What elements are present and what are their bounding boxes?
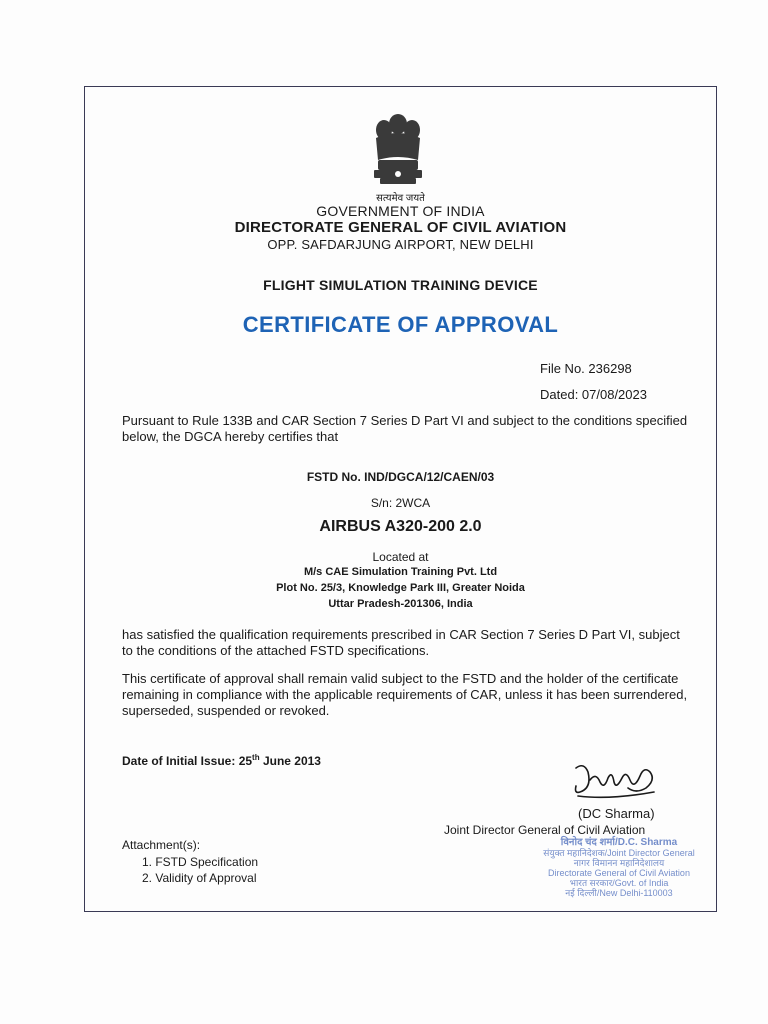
paragraph-pursuant: Pursuant to Rule 133B and CAR Section 7 Series D Part VI and subject to the conditions specified below, the DGCA hereby certifies that — [122, 413, 688, 444]
attachment-item: 2. Validity of Approval — [142, 871, 257, 885]
government-heading: GOVERNMENT OF INDIA — [316, 203, 485, 219]
fstd-number: FSTD No. IND/DGCA/12/CAEN/03 — [306, 470, 495, 484]
stamp-line: भारत सरकार/Govt. of India — [569, 878, 669, 888]
stamp-line: नागर विमानन महानिदेशालय — [573, 858, 665, 868]
national-motto: सत्यमेव जयते — [376, 193, 425, 204]
certificate-title: CERTIFICATE OF APPROVAL — [242, 312, 559, 337]
organization-name: M/s CAE Simulation Training Pvt. Ltd — [303, 566, 498, 578]
national-emblem-icon — [366, 108, 430, 192]
file-number: File No. 236298 — [540, 361, 632, 376]
stamp-line: Directorate General of Civil Aviation — [548, 868, 690, 878]
device-title: FLIGHT SIMULATION TRAINING DEVICE — [263, 277, 538, 293]
paragraph-validity: This certificate of approval shall remain valid subject to the FSTD and the holder of the certificate remaining in compliance with the applicable requirements of CAR, unless it has been surrendered, superseded, suspended or revoked. — [122, 671, 688, 718]
signature-icon — [570, 758, 660, 800]
official-stamp — [530, 838, 708, 898]
organization-address: Plot No. 25/3, Knowledge Park III, Greater Noida — [276, 582, 525, 594]
serial-number: S/n: 2WCA — [370, 496, 431, 510]
initial-issue-suffix: th — [252, 753, 260, 762]
attachments-heading: Attachment(s): — [122, 838, 201, 852]
attachment-item: 1. FSTD Specification — [142, 855, 259, 869]
stamp-line: विनोद चंद शर्मा/D.C. Sharma — [560, 837, 678, 848]
located-label: Located at — [372, 550, 429, 564]
paragraph-qualification: has satisfied the qualification requirements prescribed in CAR Section 7 Series D Part VI, subject to the conditions of the attached FSTD specifications. — [122, 627, 680, 658]
aircraft-model: AIRBUS A320-200 2.0 — [319, 518, 482, 535]
stamp-line: नई दिल्ली/New Delhi-110003 — [565, 888, 673, 898]
initial-issue-rest: June 2013 — [259, 754, 321, 768]
organization-state: Uttar Pradesh-201306, India — [328, 598, 473, 610]
attachments-list — [142, 854, 258, 886]
date-issued: Dated: 07/08/2023 — [540, 387, 647, 402]
signatory-title: Joint Director General of Civil Aviation — [444, 823, 646, 837]
address-heading: OPP. SAFDARJUNG AIRPORT, NEW DELHI — [267, 237, 534, 252]
directorate-heading: DIRECTORATE GENERAL OF CIVIL AVIATION — [234, 219, 567, 236]
stamp-line: संयुक्त महानिदेशक/Joint Director General — [543, 848, 695, 858]
initial-issue-label: Date of Initial Issue: 25 — [122, 754, 253, 768]
signatory-name: (DC Sharma) — [578, 806, 655, 821]
initial-issue-date — [122, 753, 321, 768]
